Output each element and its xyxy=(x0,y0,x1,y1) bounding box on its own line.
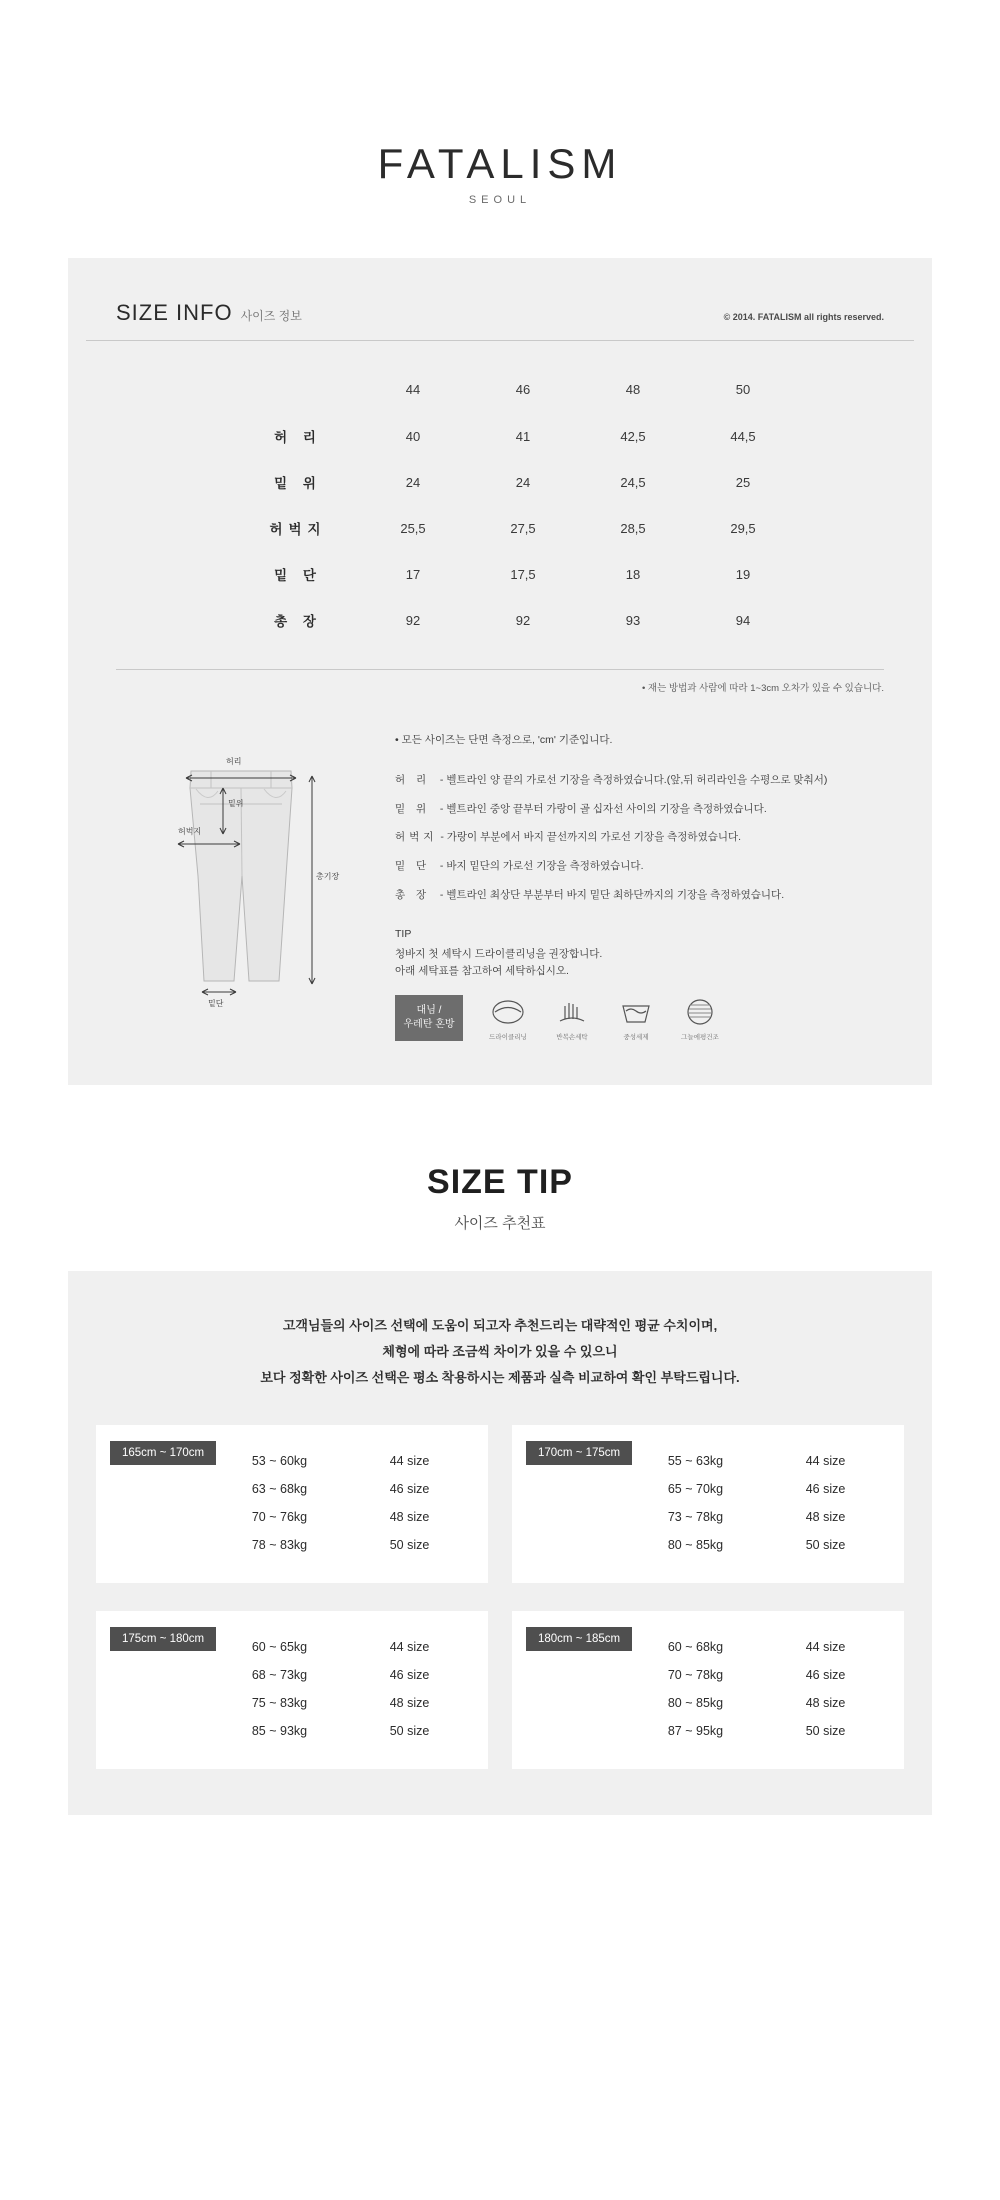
table-cell: 42,5 xyxy=(620,428,646,444)
table-row xyxy=(208,1689,468,1717)
row-label: 밑 단 xyxy=(274,568,322,583)
care-item xyxy=(671,995,729,1041)
diagram-label-rise: 밑위 xyxy=(228,799,244,808)
pants-diagram-svg xyxy=(116,726,381,1016)
description-line xyxy=(395,859,884,874)
table-row xyxy=(624,1475,884,1503)
table-corner-cell xyxy=(238,369,358,413)
column-header: 44 xyxy=(405,382,421,397)
diagram-label-total-length: 총기장 xyxy=(316,872,340,881)
recommended-size: 48 size xyxy=(389,1695,430,1710)
care-symbols-row xyxy=(395,995,884,1041)
recommended-size: 44 size xyxy=(805,1639,846,1654)
weight-range: 85 ~ 93kg xyxy=(251,1723,308,1738)
table-cell: 24 xyxy=(515,474,531,490)
hand-wash-icon xyxy=(543,995,601,1029)
intro-line: 고객님들의 사이즈 선택에 도움이 되고자 추천드리는 대략적인 평균 수치이며, xyxy=(282,1317,718,1333)
care-tip-line: 청바지 첫 세탁시 드라이클리닝을 권장합니다. xyxy=(395,948,603,961)
measurement-note: • 재는 방법과 사람에 따라 1~3cm 오차가 있을 수 있습니다. xyxy=(116,669,884,712)
pants-measurement-diagram xyxy=(116,726,381,1016)
height-range-badge: 180cm ~ 185cm xyxy=(526,1627,632,1651)
recommended-size: 48 size xyxy=(805,1695,846,1710)
table-row xyxy=(208,1661,468,1689)
description-label: 허벅지 xyxy=(395,831,438,844)
table-cell: 27,5 xyxy=(510,520,536,536)
table-row xyxy=(208,1633,468,1661)
table-row xyxy=(208,1531,468,1559)
table-cell: 24,5 xyxy=(620,474,646,490)
dry-clean-icon xyxy=(479,995,537,1029)
description-line xyxy=(395,830,884,845)
weight-range: 68 ~ 73kg xyxy=(251,1667,308,1682)
description-label: 밑 위 xyxy=(395,802,431,815)
table-cell: 18 xyxy=(625,566,641,582)
care-caption: 반복손세탁 xyxy=(556,1033,588,1041)
weight-range: 70 ~ 76kg xyxy=(251,1509,308,1524)
table-row xyxy=(208,1503,468,1531)
brand-name: FATALISM xyxy=(377,140,623,187)
recommended-size: 46 size xyxy=(805,1481,846,1496)
table-row xyxy=(238,413,798,459)
table-cell: 40 xyxy=(405,428,421,444)
table-cell: 94 xyxy=(735,612,751,628)
unit-note: • 모든 사이즈는 단면 측정으로, 'cm' 기준입니다. xyxy=(395,734,613,746)
weight-range: 70 ~ 78kg xyxy=(667,1667,724,1682)
no-bleach-icon xyxy=(671,995,729,1029)
size-tip-subtitle: 사이즈 추천표 xyxy=(454,1214,546,1232)
column-header: 48 xyxy=(625,382,641,397)
description-text: - 벨트라인 최상단 부분부터 바지 밑단 최하단까지의 기장을 측정하였습니다. xyxy=(439,888,785,901)
recommended-size: 48 size xyxy=(389,1509,430,1524)
measurement-descriptions xyxy=(381,726,884,1041)
description-line xyxy=(395,773,884,788)
weight-range: 55 ~ 63kg xyxy=(667,1453,724,1468)
table-cell: 44,5 xyxy=(730,428,756,444)
intro-line: 체형에 따라 조금씩 차이가 있을 수 있으니 xyxy=(382,1343,618,1359)
care-tip-block xyxy=(395,928,884,979)
size-card-table xyxy=(208,1447,468,1559)
care-caption: 드라이클리닝 xyxy=(489,1033,527,1041)
recommended-size: 50 size xyxy=(805,1537,846,1552)
description-line xyxy=(395,888,884,903)
size-info-header xyxy=(86,300,914,341)
size-info-title-kr: 사이즈 정보 xyxy=(240,309,302,323)
care-caption: 그늘에평건조 xyxy=(681,1033,719,1041)
row-label: 밑 위 xyxy=(274,476,322,491)
size-info-title: SIZE INFO xyxy=(116,300,233,325)
table-row xyxy=(238,597,798,643)
table-cell: 92 xyxy=(405,612,421,628)
weight-range: 60 ~ 68kg xyxy=(667,1639,724,1654)
table-cell: 93 xyxy=(625,612,641,628)
size-tip-intro xyxy=(68,1313,932,1391)
description-label: 총 장 xyxy=(395,888,431,901)
table-cell: 92 xyxy=(515,612,531,628)
column-header: 50 xyxy=(735,382,751,397)
recommended-size: 50 size xyxy=(389,1723,430,1738)
row-label: 허 리 xyxy=(274,430,322,445)
table-cell: 24 xyxy=(405,474,421,490)
care-tip-line: 아래 세탁표를 참고하여 세탁하십시오. xyxy=(395,964,569,977)
size-card xyxy=(96,1425,488,1583)
size-info-details xyxy=(68,712,932,1085)
description-text: - 벨트라인 중앙 끝부터 가랑이 골 십자선 사이의 기장을 측정하였습니다. xyxy=(439,802,767,815)
size-card-table xyxy=(624,1633,884,1745)
table-row xyxy=(208,1447,468,1475)
size-tip-header xyxy=(0,1163,1000,1233)
description-text: - 가랑이 부분에서 바지 끝선까지의 가로선 기장을 측정하였습니다. xyxy=(440,831,742,844)
diagram-label-thigh: 허벅지 xyxy=(178,827,202,836)
table-row xyxy=(624,1633,884,1661)
table-row xyxy=(624,1689,884,1717)
size-card xyxy=(512,1611,904,1769)
recommended-size: 50 size xyxy=(389,1537,430,1552)
table-cell: 25,5 xyxy=(400,520,426,536)
weight-range: 53 ~ 60kg xyxy=(251,1453,308,1468)
table-row xyxy=(624,1447,884,1475)
care-caption: 중성세제 xyxy=(623,1033,649,1041)
weight-range: 87 ~ 95kg xyxy=(667,1723,724,1738)
page-title xyxy=(116,300,302,326)
care-item xyxy=(607,995,665,1041)
intro-line: 보다 정확한 사이즈 선택은 평소 착용하시는 제품과 실측 비교하여 확인 부탁드립니다. xyxy=(260,1369,740,1385)
height-range-badge: 165cm ~ 170cm xyxy=(110,1441,216,1465)
recommended-size: 46 size xyxy=(389,1667,430,1682)
weight-range: 73 ~ 78kg xyxy=(667,1509,724,1524)
diagram-label-hem: 밑단 xyxy=(208,999,224,1008)
weight-range: 80 ~ 85kg xyxy=(667,1695,724,1710)
size-tip-panel xyxy=(68,1271,932,1815)
column-header: 46 xyxy=(515,382,531,397)
description-label: 밑 단 xyxy=(395,860,431,873)
brand-header xyxy=(0,0,1000,206)
table-row xyxy=(624,1661,884,1689)
diagram-label-waist: 허리 xyxy=(226,757,242,766)
tub-wash-icon xyxy=(607,995,665,1029)
size-recommendation-cards xyxy=(68,1391,932,1769)
row-label: 총 장 xyxy=(274,614,322,629)
table-cell: 19 xyxy=(735,566,751,582)
weight-range: 75 ~ 83kg xyxy=(251,1695,308,1710)
table-row xyxy=(238,551,798,597)
table-cell: 17 xyxy=(405,566,421,582)
table-row xyxy=(208,1475,468,1503)
table-row xyxy=(624,1503,884,1531)
description-text: - 바지 밑단의 가로선 기장을 측정하였습니다. xyxy=(439,860,644,873)
weight-range: 60 ~ 65kg xyxy=(251,1639,308,1654)
care-item xyxy=(543,995,601,1041)
fabric-badge xyxy=(395,995,463,1041)
table-row xyxy=(208,1717,468,1745)
weight-range: 80 ~ 85kg xyxy=(667,1537,724,1552)
recommended-size: 44 size xyxy=(389,1453,430,1468)
recommended-size: 46 size xyxy=(805,1667,846,1682)
table-row xyxy=(624,1531,884,1559)
table-row xyxy=(238,505,798,551)
description-line xyxy=(395,802,884,817)
height-range-badge: 170cm ~ 175cm xyxy=(526,1441,632,1465)
size-card xyxy=(512,1425,904,1583)
recommended-size: 48 size xyxy=(805,1509,846,1524)
care-item xyxy=(479,995,537,1041)
recommended-size: 44 size xyxy=(389,1639,430,1654)
table-cell: 28,5 xyxy=(620,520,646,536)
size-card-table xyxy=(208,1633,468,1745)
size-measurement-table xyxy=(238,369,798,643)
table-cell: 41 xyxy=(515,428,531,444)
recommended-size: 44 size xyxy=(805,1453,846,1468)
recommended-size: 46 size xyxy=(389,1481,430,1496)
table-cell: 25 xyxy=(735,474,751,490)
table-row xyxy=(624,1717,884,1745)
fabric-badge-line2: 우레탄 혼방 xyxy=(403,1018,455,1030)
description-label: 허 리 xyxy=(395,774,431,786)
table-row xyxy=(238,459,798,505)
size-card-table xyxy=(624,1447,884,1559)
table-cell: 29,5 xyxy=(730,520,756,536)
size-card xyxy=(96,1611,488,1769)
height-range-badge: 175cm ~ 180cm xyxy=(110,1627,216,1651)
care-tip-title: TIP xyxy=(395,928,412,941)
row-label: 허벅지 xyxy=(269,522,327,537)
description-text: - 벨트라인 양 끝의 가로선 기장을 측정하였습니다.(앞,뒤 허리라인을 수평으로 맞춰서) xyxy=(439,774,828,786)
size-info-panel xyxy=(68,258,932,1085)
weight-range: 63 ~ 68kg xyxy=(251,1481,308,1496)
recommended-size: 50 size xyxy=(805,1723,846,1738)
weight-range: 78 ~ 83kg xyxy=(251,1537,308,1552)
size-tip-title: SIZE TIP xyxy=(427,1162,573,1201)
table-cell: 17,5 xyxy=(510,566,536,582)
fabric-badge-line1: 대님 / xyxy=(416,1005,442,1017)
table-header-row xyxy=(238,369,798,413)
brand-subtitle: SEOUL xyxy=(468,194,532,206)
copyright-text: © 2014. FATALISM all rights reserved. xyxy=(723,312,884,322)
weight-range: 65 ~ 70kg xyxy=(667,1481,724,1496)
